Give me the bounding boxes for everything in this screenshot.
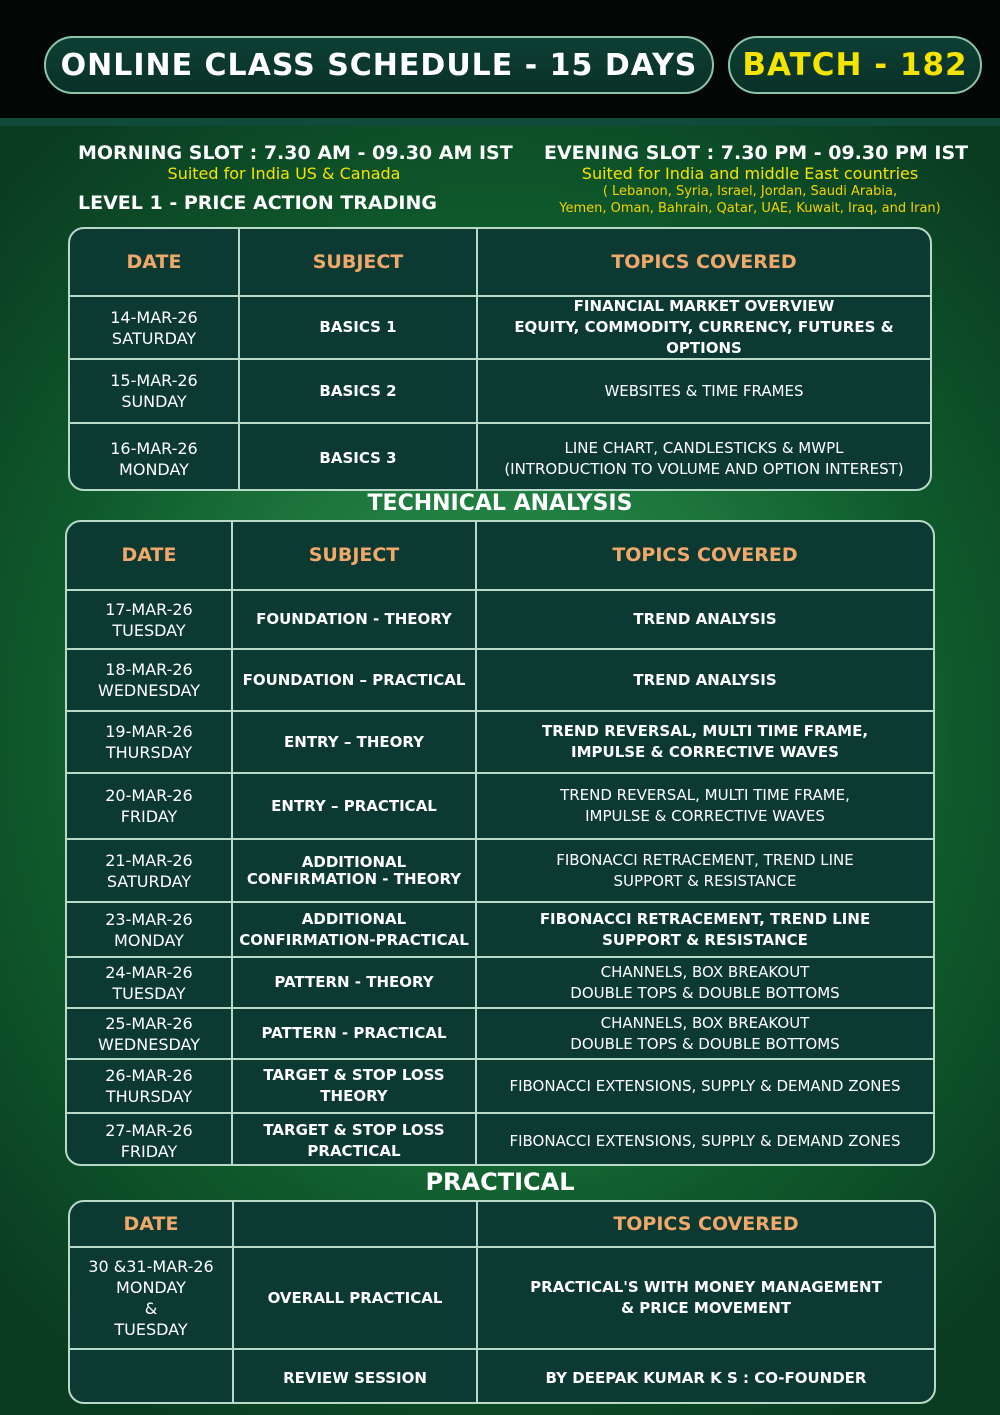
morning-slot-suited: Suited for India US & Canada	[167, 164, 401, 183]
evening-countries-line-2: Yemen, Oman, Bahrain, Qatar, UAE, Kuwait, Iraq, and Iran)	[559, 201, 941, 216]
row-date: 17-MAR-26 TUESDAY	[67, 591, 233, 648]
header-subject	[234, 1202, 478, 1246]
row-topics: FIBONACCI EXTENSIONS, SUPPLY & DEMAND ZONES	[509, 1076, 901, 1095]
header-subject: SUBJECT	[233, 522, 477, 589]
batch-badge: BATCH - 182	[728, 36, 982, 94]
technical-analysis-title: TECHNICAL ANALYSIS	[367, 491, 633, 516]
row-subject: FOUNDATION – PRACTICAL	[233, 650, 477, 710]
level1-table	[68, 227, 932, 491]
table-row	[70, 1248, 934, 1350]
technical-table	[65, 520, 935, 1166]
row-topics: LINE CHART, CANDLESTICKS & MWPL (INTRODUCTION TO VOLUME AND OPTION INTEREST)	[504, 438, 904, 478]
practical-title: PRACTICAL	[425, 1168, 575, 1196]
row-topics: CHANNELS, BOX BREAKOUT DOUBLE TOPS & DOUBLE BOTTOMS	[570, 1013, 840, 1053]
header-subject: SUBJECT	[240, 229, 478, 295]
row-topics: CHANNELS, BOX BREAKOUT DOUBLE TOPS & DOUBLE BOTTOMS	[570, 962, 840, 1002]
row-date: 26-MAR-26 THURSDAY	[67, 1060, 233, 1112]
row-date: 20-MAR-26 FRIDAY	[67, 774, 233, 838]
row-subject: ENTRY – PRACTICAL	[233, 774, 477, 838]
row-topics: PRACTICAL'S WITH MONEY MANAGEMENT & PRICE MOVEMENT	[530, 1278, 882, 1317]
row-subject: TARGET & STOP LOSS THEORY	[233, 1060, 477, 1112]
row-date	[70, 1350, 234, 1404]
morning-slot-label: MORNING SLOT : 7.30 AM - 09.30 AM IST	[78, 142, 513, 164]
row-subject: BASICS 2	[240, 360, 478, 422]
row-topics: FIBONACCI EXTENSIONS, SUPPLY & DEMAND ZONES	[509, 1131, 901, 1150]
row-subject: PATTERN - THEORY	[233, 958, 477, 1007]
row-subject: ENTRY – THEORY	[233, 712, 477, 772]
row-topics: TREND ANALYSIS	[633, 670, 777, 689]
row-subject: FOUNDATION - THEORY	[233, 591, 477, 648]
row-topics: WEBSITES & TIME FRAMES	[604, 381, 804, 400]
row-topics: TREND ANALYSIS	[633, 610, 777, 628]
row-date: 14-MAR-26 SATURDAY	[70, 297, 240, 358]
row-date: 30 &31-MAR-26 MONDAY & TUESDAY	[70, 1248, 234, 1348]
row-subject: TARGET & STOP LOSS PRACTICAL	[233, 1114, 477, 1166]
table-row	[67, 903, 933, 958]
row-subject: ADDITIONAL CONFIRMATION - THEORY	[233, 840, 477, 901]
header-date: DATE	[70, 229, 240, 295]
row-subject: ADDITIONAL CONFIRMATION-PRACTICAL	[233, 903, 477, 956]
page-title: ONLINE CLASS SCHEDULE - 15 DAYS	[44, 36, 714, 94]
table-row	[67, 712, 933, 774]
row-subject: REVIEW SESSION	[234, 1350, 478, 1404]
row-subject: BASICS 1	[240, 297, 478, 358]
row-topics: TREND REVERSAL, MULTI TIME FRAME, IMPULSE & CORRECTIVE WAVES	[541, 722, 869, 761]
table-row	[67, 1060, 933, 1114]
row-topics: BY DEEPAK KUMAR K S : CO-FOUNDER	[545, 1368, 867, 1387]
row-date: 21-MAR-26 SATURDAY	[67, 840, 233, 901]
evening-slot-suited: Suited for India and middle East countries	[581, 164, 919, 183]
table-row	[70, 1350, 934, 1404]
row-subject: OVERALL PRACTICAL	[234, 1248, 478, 1348]
header-date: DATE	[70, 1202, 234, 1246]
row-date: 16-MAR-26 MONDAY	[70, 424, 240, 491]
table-row	[67, 840, 933, 903]
row-date: 18-MAR-26 WEDNESDAY	[67, 650, 233, 710]
row-date: 24-MAR-26 TUESDAY	[67, 958, 233, 1007]
row-subject: PATTERN - PRACTICAL	[233, 1009, 477, 1058]
table-row	[70, 360, 930, 424]
level-title: LEVEL 1 - PRICE ACTION TRADING	[78, 192, 437, 214]
table-row	[67, 958, 933, 1009]
evening-countries-line-1: ( Lebanon, Syria, Israel, Jordan, Saudi Arabia,	[602, 184, 898, 199]
header-date: DATE	[67, 522, 233, 589]
table-row	[67, 591, 933, 650]
row-topics: TREND REVERSAL, MULTI TIME FRAME, IMPULSE & CORRECTIVE WAVES	[560, 786, 850, 825]
row-subject: BASICS 3	[240, 424, 478, 491]
row-date: 23-MAR-26 MONDAY	[67, 903, 233, 956]
table-row	[67, 1009, 933, 1060]
header-topics: TOPICS COVERED	[613, 1212, 799, 1235]
header-topics: TOPICS COVERED	[611, 250, 797, 273]
row-date: 15-MAR-26 SUNDAY	[70, 360, 240, 422]
table-row	[70, 424, 930, 491]
table-row	[67, 650, 933, 712]
header-divider	[0, 118, 1000, 126]
row-topics: FIBONACCI RETRACEMENT, TREND LINE SUPPORT & RESISTANCE	[539, 909, 871, 949]
row-topics: FINANCIAL MARKET OVERVIEW EQUITY, COMMODITY, CURRENCY, FUTURES & OPTIONS	[514, 297, 894, 357]
table-row	[67, 774, 933, 840]
table-row	[70, 297, 930, 360]
evening-slot-label: EVENING SLOT : 7.30 PM - 09.30 PM IST	[544, 142, 969, 164]
table-header-row	[70, 1202, 934, 1248]
table-header-row	[70, 229, 930, 297]
practical-table	[68, 1200, 936, 1404]
row-topics: FIBONACCI RETRACEMENT, TREND LINE SUPPORT & RESISTANCE	[556, 850, 854, 890]
header-topics: TOPICS COVERED	[612, 544, 798, 566]
table-header-row	[67, 522, 933, 591]
table-row	[67, 1114, 933, 1166]
row-date: 27-MAR-26 FRIDAY	[67, 1114, 233, 1166]
row-date: 25-MAR-26 WEDNESDAY	[67, 1009, 233, 1058]
row-date: 19-MAR-26 THURSDAY	[67, 712, 233, 772]
